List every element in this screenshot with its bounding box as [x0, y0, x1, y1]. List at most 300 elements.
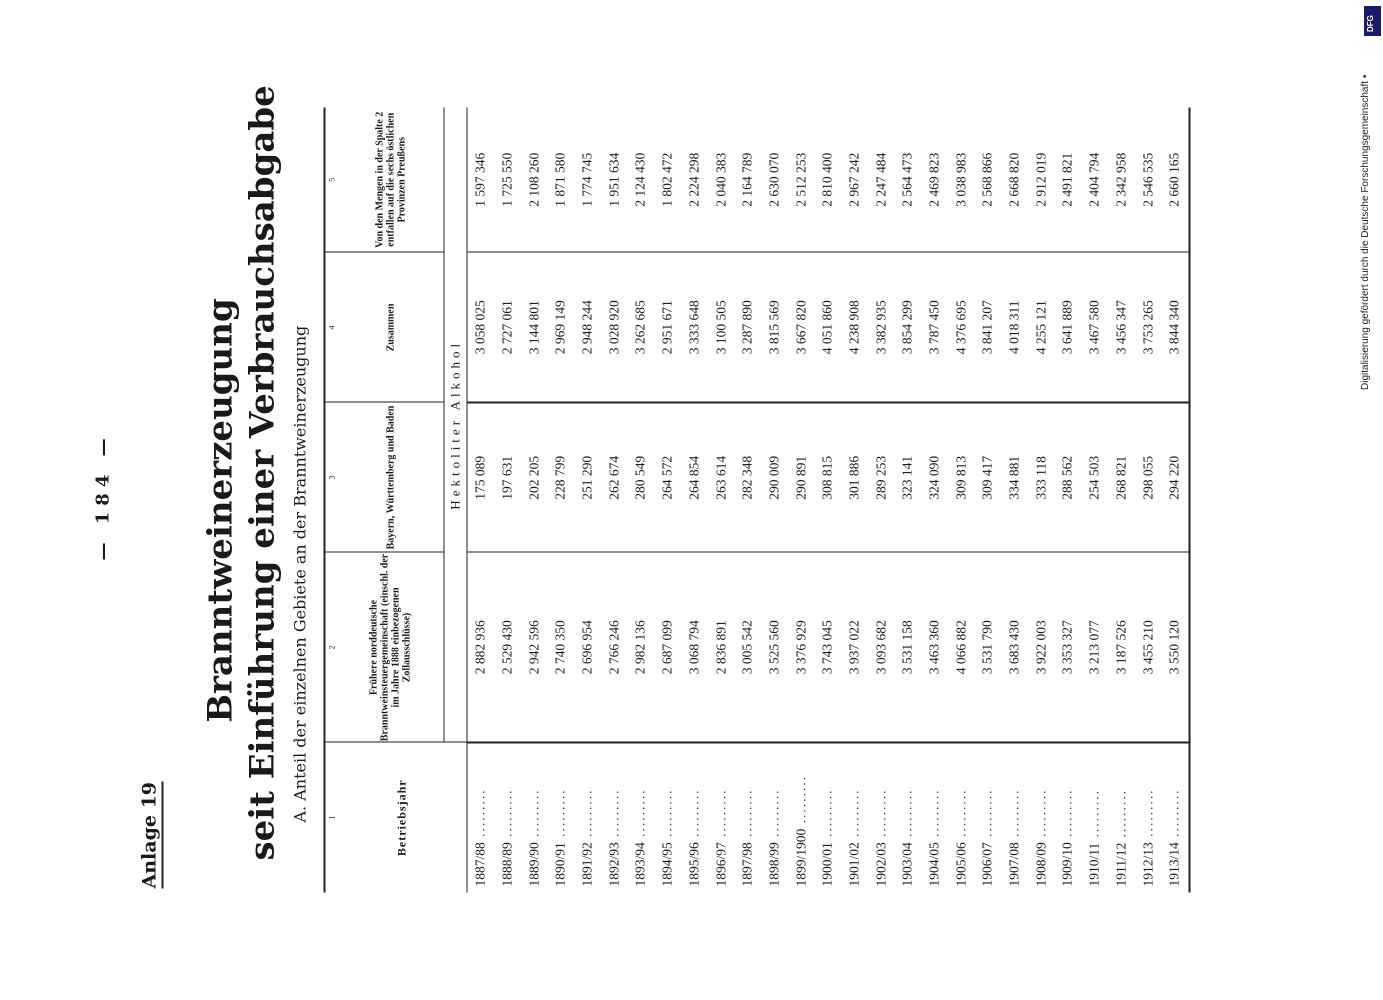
leader-dots: ......... [712, 787, 728, 842]
leader-dots: ......... [1086, 788, 1102, 843]
c2-cell [947, 552, 974, 742]
c2-cell [1108, 552, 1135, 742]
c5-cell [814, 107, 841, 252]
leader-dots: ......... [632, 787, 648, 842]
c2-cell [494, 552, 521, 742]
c5-cell [627, 107, 654, 252]
c3-cell [681, 402, 708, 552]
table-row [947, 107, 974, 892]
c4-cell [681, 252, 708, 402]
leader-dots: ......... [1006, 787, 1022, 842]
c3-cell-text: 268 821 [1112, 455, 1128, 500]
year-cell [1081, 742, 1108, 892]
c2-cell-text: 3 550 120 [1166, 619, 1182, 674]
c5-cell-text: 2 108 260 [525, 152, 541, 207]
c3-cell [787, 402, 814, 552]
leader-dots: ......... [845, 787, 861, 842]
c2-cell [1027, 552, 1054, 742]
c4-cell [520, 252, 547, 402]
table-bottom-rule [1188, 107, 1189, 892]
leader-dots: ......... [1166, 787, 1182, 842]
c3-cell-text: 290 891 [792, 455, 808, 500]
year-cell-text: 1897/98 [739, 841, 755, 886]
leader-dots: ......... [1059, 787, 1075, 842]
c3-cell [707, 402, 734, 552]
c3-cell-text: 308 815 [819, 455, 835, 500]
year-cell [520, 742, 547, 892]
year-cell-text: 1906/07 [979, 841, 995, 886]
year-cell [1054, 742, 1081, 892]
section-heading: A. Anteil der einzelnen Gebiete an der Branntweinerzeugung [290, 325, 309, 822]
c2-cell-text: 3 531 790 [979, 619, 995, 674]
c3-cell-text: 282 348 [739, 455, 755, 500]
c4-cell-text: 2 969 149 [552, 299, 568, 354]
c4-cell-text: 3 028 920 [605, 299, 621, 354]
c3-cell-text: 262 674 [605, 455, 621, 500]
c2-cell [974, 552, 1001, 742]
c2-cell-text: 2 740 350 [552, 619, 568, 674]
c2-cell-text: 3 922 003 [1032, 619, 1048, 674]
table-row [467, 107, 494, 892]
c3-cell [1081, 402, 1108, 552]
c4-cell-text: 3 262 685 [632, 299, 648, 354]
c3-cell [974, 402, 1001, 552]
c5-cell-text: 2 660 165 [1166, 152, 1182, 207]
c3-cell-text: 309 417 [979, 455, 995, 500]
year-cell [467, 742, 494, 892]
c5-cell [494, 107, 521, 252]
c3-cell [867, 402, 894, 552]
leader-dots: ......... [525, 787, 541, 842]
header-betriebsjahr: Betriebsjahr [337, 742, 467, 892]
c4-cell-text: 3 333 648 [685, 299, 701, 354]
c3-cell-text: 301 886 [845, 455, 861, 500]
c5-cell [761, 107, 788, 252]
c2-cell-text: 3 093 682 [872, 619, 888, 674]
c5-cell [894, 107, 921, 252]
c5-cell [1134, 107, 1161, 252]
c2-cell [1081, 552, 1108, 742]
c5-cell-text: 2 224 298 [685, 152, 701, 207]
c2-cell [814, 552, 841, 742]
year-cell [974, 742, 1001, 892]
c4-cell-text: 2 948 244 [579, 299, 595, 354]
table-row [814, 107, 841, 892]
leader-dots: ......... [792, 774, 808, 829]
c2-cell-text: 3 068 794 [685, 619, 701, 674]
c4-cell-text: 4 376 695 [952, 299, 968, 354]
c3-cell-text: 254 503 [1086, 455, 1102, 500]
c5-cell [921, 107, 948, 252]
c4-cell-text: 4 051 860 [819, 299, 835, 354]
c5-cell [467, 107, 494, 252]
c5-cell-text: 2 912 019 [1032, 152, 1048, 207]
c3-cell-text: 263 614 [712, 455, 728, 500]
c5-cell [1161, 107, 1188, 252]
c5-cell [654, 107, 681, 252]
c2-cell-text: 2 882 936 [472, 619, 488, 674]
c4-cell [1027, 252, 1054, 402]
table-row [787, 107, 814, 892]
table-row [1081, 107, 1108, 892]
c2-cell-text: 2 687 099 [659, 619, 675, 674]
year-cell-text: 1901/02 [845, 841, 861, 886]
table-row [1054, 107, 1081, 892]
leader-dots: ......... [659, 787, 675, 842]
leader-dots: ......... [819, 787, 835, 842]
c4-cell [467, 252, 494, 402]
c4-cell-text: 3 787 450 [926, 299, 942, 354]
c3-cell [1027, 402, 1054, 552]
c4-cell [1001, 252, 1028, 402]
c4-cell-text: 4 018 311 [1006, 300, 1022, 354]
c4-cell [1081, 252, 1108, 402]
c5-cell-text: 1 597 346 [472, 152, 488, 207]
c2-cell-text: 2 836 891 [712, 619, 728, 674]
header-sueddeutsch: Bayern, Württemberg und Baden [337, 402, 444, 552]
c2-cell-text: 3 005 542 [739, 619, 755, 674]
c4-cell-text: 2 951 671 [659, 299, 675, 354]
c3-cell [894, 402, 921, 552]
c5-cell [947, 107, 974, 252]
c4-cell [707, 252, 734, 402]
c3-cell-text: 202 205 [525, 455, 541, 500]
table-row [600, 107, 627, 892]
year-cell [1001, 742, 1028, 892]
c4-cell-text: 4 238 908 [845, 299, 861, 354]
c5-cell [574, 107, 601, 252]
year-cell [1134, 742, 1161, 892]
leader-dots: ......... [472, 787, 488, 842]
c2-cell [467, 552, 494, 742]
year-cell-text: 1903/04 [899, 841, 915, 886]
year-cell [547, 742, 574, 892]
table-body [467, 107, 1189, 892]
c5-cell-text: 2 040 383 [712, 152, 728, 207]
c4-cell-text: 3 058 025 [472, 299, 488, 354]
table-row [974, 107, 1001, 892]
year-cell-text: 1909/10 [1059, 841, 1075, 886]
year-cell-text: 1893/94 [632, 841, 648, 886]
year-cell-text: 1894/95 [659, 841, 675, 886]
table-row [547, 107, 574, 892]
table-row [894, 107, 921, 892]
page-number: — 184 — [92, 431, 113, 560]
c2-cell [841, 552, 868, 742]
dfg-logo-text: DFG [1366, 15, 1375, 32]
year-cell-text: 1896/97 [712, 841, 728, 886]
c5-cell [867, 107, 894, 252]
production-table [323, 107, 1190, 892]
c4-cell [1108, 252, 1135, 402]
c2-cell [734, 552, 761, 742]
rule-cell [1188, 742, 1189, 892]
c3-cell [627, 402, 654, 552]
year-cell-text: 1890/91 [552, 841, 568, 886]
c3-cell [494, 402, 521, 552]
c2-cell [867, 552, 894, 742]
year-cell [734, 742, 761, 892]
table-row [494, 107, 521, 892]
c3-cell [841, 402, 868, 552]
year-cell [921, 742, 948, 892]
c5-cell [734, 107, 761, 252]
c4-cell [787, 252, 814, 402]
dfg-logo [1364, 6, 1381, 36]
c4-cell [734, 252, 761, 402]
c4-cell-text: 3 100 505 [712, 299, 728, 354]
c3-cell [947, 402, 974, 552]
leader-dots: ......... [739, 787, 755, 842]
year-cell-text: 1888/89 [499, 841, 515, 886]
c4-cell [627, 252, 654, 402]
c4-cell [1134, 252, 1161, 402]
c3-cell-text: 323 141 [899, 455, 915, 500]
c2-cell [574, 552, 601, 742]
leader-dots: ......... [552, 787, 568, 842]
c5-cell-text: 2 630 070 [765, 152, 781, 207]
col-number: 5 [324, 107, 337, 252]
year-cell-text: 1895/96 [685, 841, 701, 886]
c3-cell [520, 402, 547, 552]
c3-cell-text: 324 090 [926, 455, 942, 500]
year-cell-text: 1911/12 [1112, 842, 1128, 886]
leader-dots: ......... [872, 787, 888, 842]
header-zusammen: Zusammen [337, 252, 444, 402]
leader-dots: ......... [765, 787, 781, 842]
c3-cell-text: 294 220 [1166, 455, 1182, 500]
year-cell-text: 1907/08 [1006, 841, 1022, 886]
c2-cell [894, 552, 921, 742]
year-cell [681, 742, 708, 892]
c2-cell-text: 3 213 077 [1086, 619, 1102, 674]
table-row [1027, 107, 1054, 892]
c4-cell-text: 3 641 889 [1059, 299, 1075, 354]
c4-cell-text: 3 287 890 [739, 299, 755, 354]
table-row [841, 107, 868, 892]
title-line-2: seit Einführung einer Verbrauchsabgabe [242, 84, 282, 860]
c2-cell [1001, 552, 1028, 742]
table-row [1161, 107, 1188, 892]
year-cell-text: 1913/14 [1166, 841, 1182, 886]
c4-cell [761, 252, 788, 402]
c5-cell [1054, 107, 1081, 252]
col-number: 4 [324, 252, 337, 402]
table-row [574, 107, 601, 892]
c3-cell [814, 402, 841, 552]
c4-cell [600, 252, 627, 402]
sidebar-text: Digitalisierung gefördert durch die Deutsche Forschungsgemeinschaft • [1360, 74, 1371, 390]
c5-cell-text: 2 342 958 [1112, 152, 1128, 207]
c4-cell [867, 252, 894, 402]
c5-cell-text: 1 725 550 [499, 152, 515, 207]
year-cell [600, 742, 627, 892]
c3-cell [1108, 402, 1135, 552]
year-cell [1161, 742, 1188, 892]
c5-cell [841, 107, 868, 252]
leader-dots: ......... [1032, 787, 1048, 842]
c5-cell-text: 1 802 472 [659, 152, 675, 207]
c5-cell-text: 2 164 789 [739, 152, 755, 207]
c3-cell-text: 264 572 [659, 455, 675, 500]
c5-cell-text: 2 967 242 [845, 152, 861, 207]
c5-cell-text: 2 546 535 [1139, 152, 1155, 207]
table-row [921, 107, 948, 892]
c5-cell [681, 107, 708, 252]
c5-cell [547, 107, 574, 252]
c3-cell [574, 402, 601, 552]
c3-cell-text: 334 881 [1006, 455, 1022, 500]
c3-cell [1134, 402, 1161, 552]
c3-cell-text: 333 118 [1032, 455, 1048, 499]
c2-cell [627, 552, 654, 742]
c3-cell-text: 309 813 [952, 455, 968, 500]
c3-cell-text: 197 631 [499, 455, 515, 500]
c5-cell [600, 107, 627, 252]
rule-cell [1188, 107, 1189, 252]
col-number: 1 [326, 815, 336, 820]
year-cell-text: 1900/01 [819, 841, 835, 886]
c2-cell [707, 552, 734, 742]
year-cell [574, 742, 601, 892]
leader-dots: ......... [952, 787, 968, 842]
c2-cell [1161, 552, 1188, 742]
c2-cell-text: 3 376 929 [792, 619, 808, 674]
c2-cell-text: 3 683 430 [1006, 619, 1022, 674]
col-number: 3 [324, 402, 337, 552]
c4-cell [814, 252, 841, 402]
c5-cell [520, 107, 547, 252]
c4-cell-text: 3 382 935 [872, 299, 888, 354]
year-cell [814, 742, 841, 892]
table-row [681, 107, 708, 892]
c2-cell [600, 552, 627, 742]
c2-cell-text: 3 937 022 [845, 619, 861, 674]
unit-label: Hektoliter Alkohol [444, 107, 467, 742]
leader-dots: ......... [979, 787, 995, 842]
c4-cell [921, 252, 948, 402]
year-cell-text: 1892/93 [605, 841, 621, 886]
c5-cell-text: 1 774 745 [579, 152, 595, 207]
c5-cell-text: 2 491 821 [1059, 152, 1075, 207]
rule-cell [1188, 552, 1189, 742]
c4-cell-text: 4 255 121 [1032, 299, 1048, 354]
c5-cell-text: 2 512 253 [792, 152, 808, 207]
c5-cell-text: 3 038 983 [952, 152, 968, 207]
c5-cell [707, 107, 734, 252]
leader-dots: ......... [899, 787, 915, 842]
leader-dots: ......... [926, 787, 942, 842]
table-row [734, 107, 761, 892]
c4-cell [574, 252, 601, 402]
c4-cell-text: 3 753 265 [1139, 299, 1155, 354]
c5-cell-text: 1 951 634 [605, 152, 621, 207]
c3-cell-text: 290 009 [765, 455, 781, 500]
c4-cell [947, 252, 974, 402]
table-row [867, 107, 894, 892]
c5-cell-text: 2 568 866 [979, 152, 995, 207]
c3-cell [467, 402, 494, 552]
c4-cell [974, 252, 1001, 402]
c3-cell [1001, 402, 1028, 552]
c4-cell [1161, 252, 1188, 402]
year-cell [494, 742, 521, 892]
year-cell [894, 742, 921, 892]
c2-cell-text: 3 743 045 [819, 619, 835, 674]
year-cell-text: 1904/05 [926, 841, 942, 886]
c3-cell [654, 402, 681, 552]
c2-cell-text: 2 942 596 [525, 619, 541, 674]
c2-cell-text: 2 696 954 [579, 619, 595, 674]
c3-cell-text: 288 562 [1059, 455, 1075, 500]
c2-cell [1134, 552, 1161, 742]
c2-cell-text: 2 982 136 [632, 619, 648, 674]
header-oestliche-provinzen: Von den Mengen in der Spalte 2 entfallen auf die sechs östlichen Provinzen Preußens [337, 107, 444, 252]
rule-cell [1188, 252, 1189, 402]
c2-cell [520, 552, 547, 742]
c4-cell [547, 252, 574, 402]
c4-cell-text: 3 815 569 [765, 299, 781, 354]
year-cell [1108, 742, 1135, 892]
c4-cell-text: 3 456 347 [1112, 299, 1128, 354]
year-cell-text: 1912/13 [1139, 841, 1155, 886]
year-cell [627, 742, 654, 892]
c3-cell-text: 251 290 [579, 455, 595, 500]
c3-cell [761, 402, 788, 552]
c2-cell-text: 3 463 360 [926, 619, 942, 674]
header-norddeutsch: Frühere norddeutsche Branntweinsteuergemeinschaft (einschl. der im Jahre 1888 einbezogenen Zollausschlüsse) [337, 552, 444, 742]
table-row [1108, 107, 1135, 892]
c5-cell [974, 107, 1001, 252]
c4-cell [841, 252, 868, 402]
c4-cell [654, 252, 681, 402]
year-cell-text: 1902/03 [872, 841, 888, 886]
leader-dots: ......... [579, 787, 595, 842]
year-cell [1027, 742, 1054, 892]
c3-cell [600, 402, 627, 552]
c2-cell-text: 3 525 560 [765, 619, 781, 674]
c4-cell-text: 3 144 801 [525, 299, 541, 354]
c5-cell-text: 2 810 400 [819, 152, 835, 207]
c5-cell-text: 2 564 473 [899, 152, 915, 207]
c2-cell [547, 552, 574, 742]
c3-cell-text: 298 055 [1139, 455, 1155, 500]
year-cell-text: 1908/09 [1032, 841, 1048, 886]
c2-cell [681, 552, 708, 742]
c3-cell-text: 175 089 [472, 455, 488, 500]
c2-cell-text: 3 531 158 [899, 619, 915, 674]
c3-cell [547, 402, 574, 552]
c5-cell-text: 2 469 823 [926, 152, 942, 207]
c4-cell-text: 3 854 299 [899, 299, 915, 354]
c2-cell-text: 3 455 210 [1139, 619, 1155, 674]
table-row [1001, 107, 1028, 892]
c2-cell-text: 3 353 327 [1059, 619, 1075, 674]
table-row [654, 107, 681, 892]
c5-cell-text: 2 124 430 [632, 152, 648, 207]
c2-cell [1054, 552, 1081, 742]
leader-dots: ......... [605, 787, 621, 842]
year-cell [707, 742, 734, 892]
year-cell [867, 742, 894, 892]
c2-cell [761, 552, 788, 742]
c5-cell-text: 1 871 580 [552, 152, 568, 207]
year-cell [654, 742, 681, 892]
appendix-label: Anlage 19 [138, 781, 163, 888]
c5-cell-text: 2 404 794 [1086, 152, 1102, 207]
c5-cell-text: 2 247 484 [872, 152, 888, 207]
c4-cell [1054, 252, 1081, 402]
